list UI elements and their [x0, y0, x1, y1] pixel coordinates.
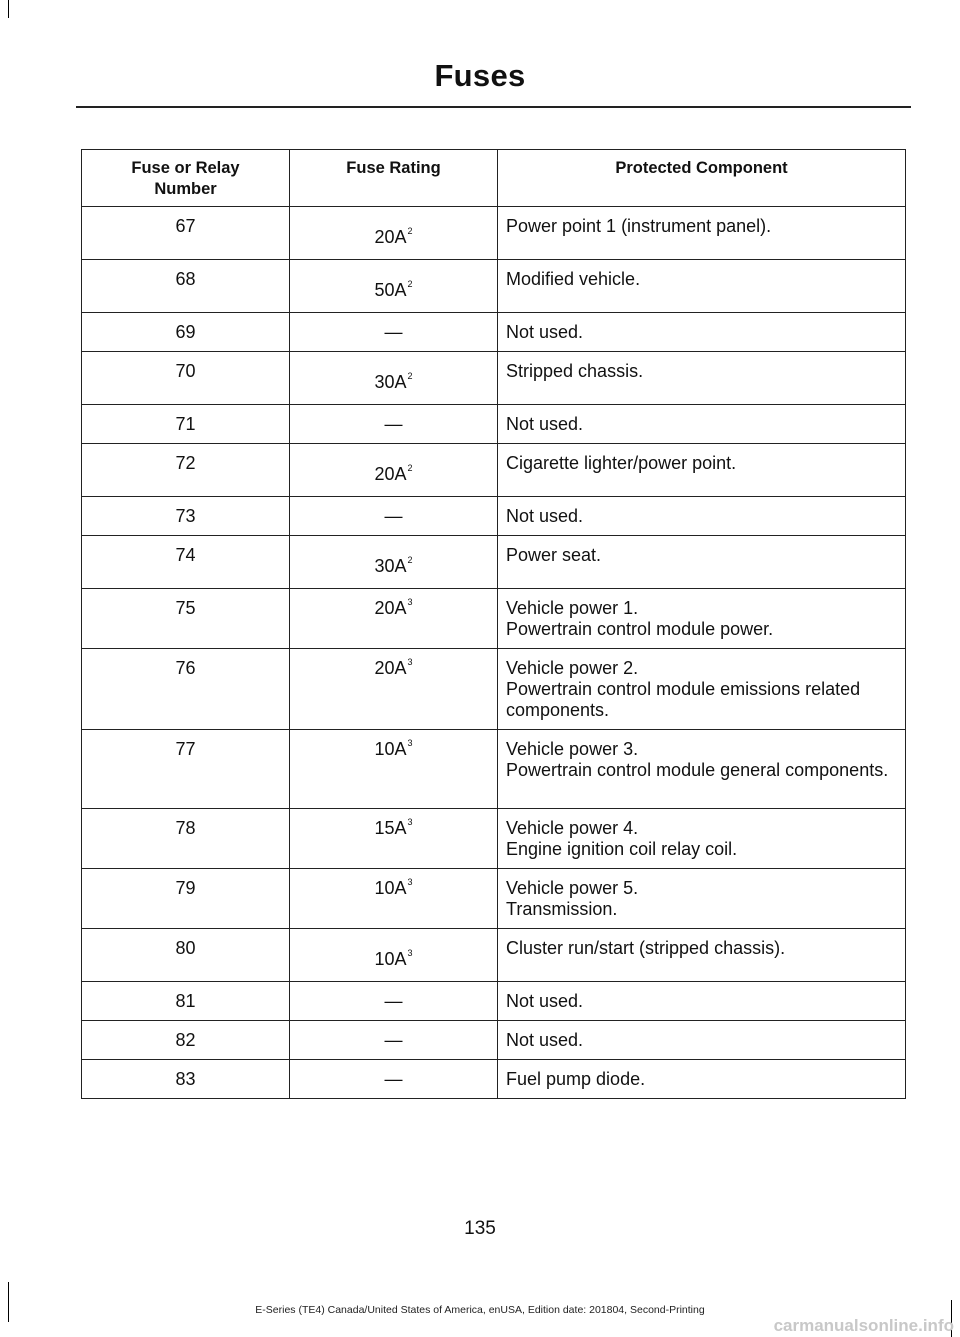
protected-component-cell — [498, 313, 906, 352]
header-fuse-rating: Fuse Rating — [290, 150, 498, 207]
protected-component-cell — [498, 809, 906, 869]
component-text: Vehicle power 5. — [506, 878, 639, 898]
header-divider — [76, 106, 911, 108]
fuse-number-cell: 71 — [82, 405, 290, 444]
fuse-rating-text: — — [384, 991, 403, 1011]
footnote-reference: 3 — [407, 817, 413, 827]
fuse-rating-value — [374, 598, 412, 622]
table-row — [82, 260, 906, 313]
component-text: Stripped chassis. — [506, 361, 644, 381]
fuse-rating-text: 10A — [374, 739, 407, 759]
fuse-rating-cell — [290, 260, 498, 313]
table-row — [82, 982, 906, 1021]
fuse-number-cell: 78 — [82, 809, 290, 869]
footnote-reference: 3 — [407, 597, 413, 607]
footnote-reference: 3 — [407, 877, 413, 887]
fuse-number-cell: 67 — [82, 207, 290, 260]
table-row — [82, 207, 906, 260]
fuse-rating-value — [385, 414, 403, 435]
fuse-rating-text: 50A — [374, 280, 407, 300]
protected-component-cell — [498, 260, 906, 313]
fuse-table-body — [82, 207, 906, 1099]
footnote-reference: 2 — [407, 279, 413, 289]
component-text: Power seat. — [506, 545, 602, 565]
component-text: Vehicle power 1. — [506, 598, 639, 618]
fuse-rating-text: 20A — [374, 598, 407, 618]
protected-component-cell — [498, 352, 906, 405]
fuse-rating-text: — — [384, 1030, 403, 1050]
component-text: Powertrain control module power. — [506, 619, 774, 639]
fuse-rating-text: 15A — [374, 818, 407, 838]
fuse-rating-cell — [290, 730, 498, 809]
component-text: Not used. — [506, 506, 584, 526]
fuse-number-cell: 82 — [82, 1021, 290, 1060]
component-text: Cigarette lighter/power point. — [506, 453, 737, 473]
fuse-rating-text: — — [384, 506, 403, 526]
component-text: Modified vehicle. — [506, 269, 641, 289]
fuse-rating-value — [385, 322, 403, 343]
protected-component-cell — [498, 207, 906, 260]
table-row — [82, 313, 906, 352]
component-text: Transmission. — [506, 899, 618, 919]
fuse-rating-value — [374, 453, 412, 488]
fuse-rating-cell — [290, 929, 498, 982]
table-row — [82, 649, 906, 730]
component-text: Vehicle power 4. — [506, 818, 639, 838]
component-text: Powertrain control module emissions related components. — [506, 679, 861, 720]
fuse-number-cell: 68 — [82, 260, 290, 313]
fuse-number-cell: 70 — [82, 352, 290, 405]
fuse-rating-text: 10A — [374, 949, 407, 969]
fuse-rating-value — [374, 658, 412, 682]
fuse-rating-cell — [290, 1021, 498, 1060]
table-row — [82, 730, 906, 809]
fuse-rating-text: 20A — [374, 227, 407, 247]
fuse-number-cell: 75 — [82, 589, 290, 649]
table-header-row — [82, 150, 906, 207]
fuse-rating-cell — [290, 982, 498, 1021]
protected-component-cell — [498, 1060, 906, 1099]
fuse-rating-cell — [290, 869, 498, 929]
footnote-reference: 3 — [407, 948, 413, 958]
page-number: 135 — [464, 1218, 496, 1239]
fuse-number-cell: 74 — [82, 536, 290, 589]
footnote-reference: 2 — [407, 555, 413, 565]
fuse-number-cell: 79 — [82, 869, 290, 929]
protected-component-cell — [498, 444, 906, 497]
fuse-number-cell: 72 — [82, 444, 290, 497]
fuse-rating-cell — [290, 497, 498, 536]
fuse-number-cell: 80 — [82, 929, 290, 982]
fuse-rating-value — [374, 878, 412, 902]
table-row — [82, 352, 906, 405]
fuse-number-cell: 77 — [82, 730, 290, 809]
crop-mark-bottom-left — [8, 1282, 9, 1322]
component-text: Vehicle power 2. — [506, 658, 639, 678]
protected-component-cell — [498, 730, 906, 809]
footnote-reference: 3 — [407, 657, 413, 667]
fuse-rating-cell — [290, 589, 498, 649]
fuse-table — [81, 149, 906, 1099]
component-text: Not used. — [506, 1030, 584, 1050]
fuse-rating-text: 20A — [374, 464, 407, 484]
component-text: Not used. — [506, 322, 584, 342]
fuse-rating-value — [374, 739, 412, 763]
table-row — [82, 869, 906, 929]
watermark-logo: carmanualsonline.info — [773, 1316, 954, 1335]
table-row — [82, 1021, 906, 1060]
fuse-rating-value — [385, 991, 403, 1012]
protected-component-cell — [498, 649, 906, 730]
fuse-rating-cell — [290, 405, 498, 444]
footer-edition-text: E-Series (TE4) Canada/United States of America, enUSA, Edition date: 201804, Second-Printing — [255, 1304, 705, 1316]
table-row — [82, 589, 906, 649]
fuse-rating-value — [374, 361, 412, 396]
fuse-rating-text: — — [384, 322, 403, 342]
fuse-rating-text: — — [384, 414, 403, 434]
footnote-reference: 2 — [407, 463, 413, 473]
protected-component-cell — [498, 869, 906, 929]
table-row — [82, 497, 906, 536]
footnote-reference: 2 — [407, 371, 413, 381]
header-fuse-number — [82, 150, 290, 207]
fuse-rating-cell — [290, 313, 498, 352]
table-row — [82, 405, 906, 444]
table-row — [82, 536, 906, 589]
protected-component-cell — [498, 1021, 906, 1060]
protected-component-cell — [498, 536, 906, 589]
fuse-rating-value — [374, 545, 412, 580]
fuse-rating-cell — [290, 207, 498, 260]
component-text: Vehicle power 3. — [506, 739, 639, 759]
component-text: Cluster run/start (stripped chassis). — [506, 938, 786, 958]
header-fuse-number-line1: Fuse or Relay — [131, 159, 240, 177]
fuse-rating-cell — [290, 536, 498, 589]
table-row — [82, 444, 906, 497]
protected-component-cell — [498, 405, 906, 444]
fuse-rating-cell — [290, 352, 498, 405]
protected-component-cell — [498, 982, 906, 1021]
fuse-rating-text: 10A — [374, 878, 407, 898]
component-text: Power point 1 (instrument panel). — [506, 216, 772, 236]
header-fuse-number-line2: Number — [154, 180, 217, 198]
fuse-number-cell: 81 — [82, 982, 290, 1021]
table-row — [82, 809, 906, 869]
fuse-rating-value — [385, 1069, 403, 1090]
component-text: Powertrain control module general components. — [506, 760, 889, 780]
protected-component-cell — [498, 929, 906, 982]
page-title: Fuses — [434, 58, 526, 93]
fuse-rating-text: — — [384, 1069, 403, 1089]
fuse-rating-text: 30A — [374, 556, 407, 576]
fuse-rating-cell — [290, 809, 498, 869]
protected-component-cell — [498, 497, 906, 536]
component-text: Not used. — [506, 414, 584, 434]
fuse-rating-value — [374, 818, 412, 842]
component-text: Fuel pump diode. — [506, 1069, 646, 1089]
fuse-rating-cell — [290, 1060, 498, 1099]
table-row — [82, 929, 906, 982]
fuse-number-cell: 69 — [82, 313, 290, 352]
fuse-rating-value — [374, 269, 412, 304]
fuse-rating-value — [374, 216, 412, 251]
fuse-rating-text: 20A — [374, 658, 407, 678]
crop-mark-top-left — [8, 0, 9, 18]
fuse-rating-cell — [290, 444, 498, 497]
fuse-number-cell: 83 — [82, 1060, 290, 1099]
fuse-rating-text: 30A — [374, 372, 407, 392]
fuse-rating-value — [385, 1030, 403, 1051]
table-row — [82, 1060, 906, 1099]
footnote-reference: 2 — [407, 226, 413, 236]
header-protected-component: Protected Component — [498, 150, 906, 207]
fuse-rating-value — [385, 506, 403, 527]
fuse-rating-value — [374, 938, 412, 973]
fuse-number-cell: 73 — [82, 497, 290, 536]
fuse-number-cell: 76 — [82, 649, 290, 730]
footnote-reference: 3 — [407, 738, 413, 748]
protected-component-cell — [498, 589, 906, 649]
component-text: Engine ignition coil relay coil. — [506, 839, 738, 859]
fuse-rating-cell — [290, 649, 498, 730]
component-text: Not used. — [506, 991, 584, 1011]
